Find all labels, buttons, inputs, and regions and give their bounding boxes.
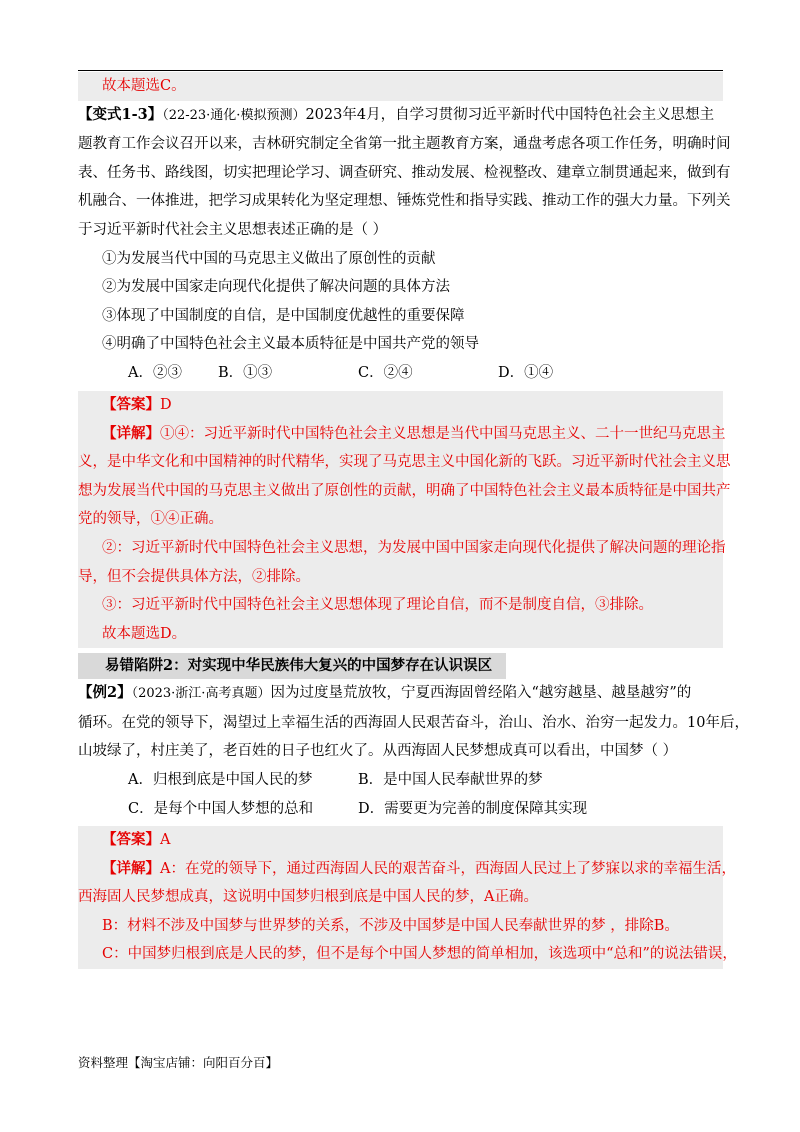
variant-statement: ③体现了中国制度的自信，是中国制度优越性的重要保障 [102, 307, 465, 324]
variant-option-d: D．①④ [498, 364, 554, 381]
top-rule [78, 70, 723, 71]
example-option-b: B．是中国人民奉献世界的梦 [358, 772, 543, 789]
variant-answer [78, 391, 723, 420]
detail-line: 义，是中华文化和中国精神的时代精华，实现了马克思主义中国化新的飞跃。习近平新时代社会主义思 [78, 454, 731, 471]
trap-title-box [78, 653, 506, 679]
variant-stem-line: 表、任务书、路线图，切实把理论学习、调查研究、推动发展、检视整改、建章立制贯通起来，做到有 [78, 164, 731, 181]
example-detail-first [78, 855, 736, 884]
variant-option-b: B．①③ [218, 364, 273, 381]
variant-statement: ④明确了中国特色社会主义最本质特征是中国共产党的领导 [102, 336, 479, 353]
detail-line: ①④：习近平新时代中国特色社会主义思想是当代中国马克思主义、二十一世纪马克思主 [160, 425, 726, 442]
page-footer: 资料整理【淘宝店铺：向阳百分百】 [78, 1055, 279, 1070]
variant-stem-line: 机融合、一体推进，把学习成果转化为坚定理想、锤炼党性和指导实践、推动工作的强大力量。下列关 [78, 193, 731, 210]
variant-stem-line: 于习近平新时代社会主义思想表述正确的是（ ） [78, 221, 388, 238]
variant-option-c: C．②④ [358, 364, 413, 381]
variant-statement: ②为发展中国家走向现代化提供了解决问题的具体方法 [102, 279, 450, 296]
detail-line: B：材料不涉及中国梦与世界梦的关系，不涉及中国梦是中国人民奉献世界的梦 ，排除B。 [102, 917, 679, 934]
prev-conclusion-block [78, 72, 723, 101]
example-first-line [78, 679, 723, 709]
variant-stem-line: 2023年4月，自学习贯彻习近平新时代中国特色社会主义思想主 [305, 106, 715, 123]
detail-line: 导，但不会提供具体方法，②排除。 [78, 568, 310, 585]
example-stem-line: 山坡绿了，村庄美了，老百姓的日子也红火了。从西海固人民梦想成真可以看出，中国梦（ ） [78, 743, 678, 760]
variant-detail-first [78, 420, 726, 449]
example-option-a: A．归根到底是中国人民的梦 [128, 772, 313, 789]
answer-label: 【答案】 [102, 395, 160, 413]
variant-option-a: A．②③ [128, 364, 182, 381]
variant-stem-line: 题教育工作会议召开以来，吉林研究制定全省第一批主题教育方案，通盘考虑各项工作任务，明确时间 [78, 136, 731, 153]
answer-value: D [160, 396, 172, 413]
variant-options [78, 359, 723, 388]
detail-line: A：在党的领导下，通过西海固人民的艰苦奋斗，西海固人民过上了梦寐以求的幸福生活， [160, 860, 736, 877]
detail-line: 西海固人民梦想成真，这说明中国梦归根到底是中国人民的梦，A正确。 [78, 889, 538, 906]
example-option-c: C．是每个中国人梦想的总和 [128, 801, 314, 818]
answer-value: A [160, 832, 171, 849]
trap-title: 对实现中华民族伟大复兴的中国梦存在认识误区 [187, 657, 493, 675]
detail-line: ②：习近平新时代中国特色社会主义思想，为发展中国中国家走向现代化提供了解决问题的理论指 [102, 539, 726, 556]
answer-label: 【答案】 [102, 831, 160, 849]
example-options-row-2 [78, 795, 723, 824]
variant-question [78, 101, 731, 388]
trap-heading [78, 653, 723, 679]
example-option-d: D．需要更为完善的制度保障其实现 [358, 801, 588, 818]
example-stem-line: 循环。在党的领导下，渴望过上幸福生活的西海固人民艰苦奋斗，治山、治水、治穷一起发力。10年后， [78, 714, 749, 731]
example-question [78, 679, 749, 824]
detail-line: ③：习近平新时代中国特色社会主义思想体现了理论自信，而不是制度自信，③排除。 [102, 597, 653, 614]
example-answer [78, 826, 723, 855]
detail-label: 【详解】 [102, 859, 160, 877]
prev-conclusion: 故本题选C。 [102, 78, 186, 94]
variant-tag: 【变式1-3】 [78, 105, 163, 123]
variant-answer-block [78, 391, 731, 648]
example-source: （2023·浙江·高考真题） [131, 686, 271, 702]
variant-first-line [78, 101, 723, 131]
example-tag: 【例2】 [78, 684, 132, 702]
detail-line: 党的领导，①④正确。 [78, 511, 223, 528]
variant-statement: ①为发展当代中国的马克思主义做出了原创性的贡献 [102, 250, 436, 267]
detail-line: C：中国梦归根到底是人民的梦，但不是每个中国人梦想的简单相加，该选项中“总和”的说法错误， [102, 946, 737, 963]
example-stem-line: 因为过度垦荒放牧，宁夏西海固曾经陷入“越穷越垦、越垦越穷”的 [270, 685, 692, 702]
example-answer-block [78, 826, 737, 969]
example-options-row-1 [78, 766, 723, 795]
detail-line: 故本题选D。 [102, 625, 187, 642]
variant-source: （22-23·通化·模拟预测） [162, 107, 306, 123]
trap-label: 易错陷阱2： [105, 657, 188, 675]
page-content [78, 72, 749, 969]
detail-line: 想为发展当代中国的马克思主义做出了原创性的贡献，明确了中国特色社会主义最本质特征是中国共产 [78, 482, 731, 499]
detail-label: 【详解】 [102, 424, 160, 442]
